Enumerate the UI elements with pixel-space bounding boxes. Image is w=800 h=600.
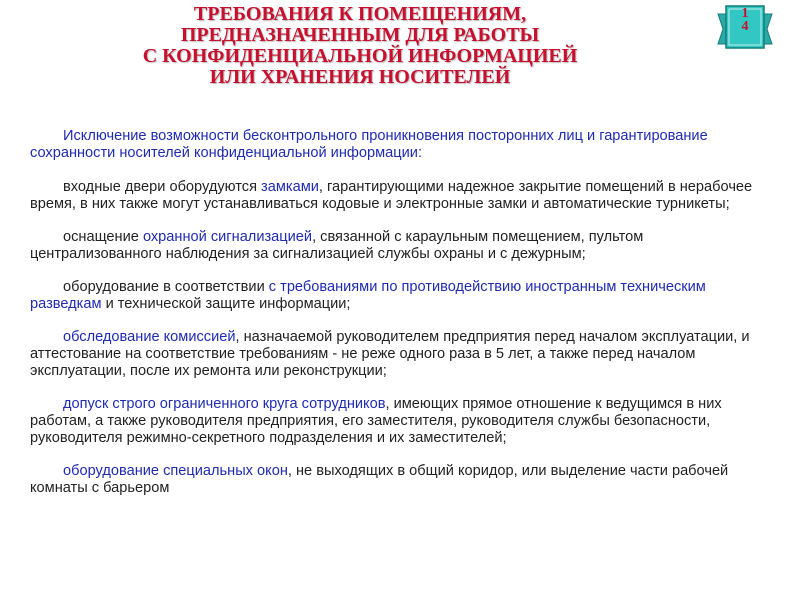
slide-number bbox=[716, 7, 774, 33]
requirement-item bbox=[30, 279, 775, 313]
requirement-item bbox=[30, 329, 775, 380]
intro-paragraph: Исключение возможности бесконтрольного проникновения посторонних лиц и гарантирование сохранности носителей конфиденциальной информации: bbox=[30, 128, 708, 161]
item-highlight: замками bbox=[261, 179, 319, 195]
slide-number-line: 1 bbox=[741, 6, 749, 21]
item-highlight: охранной сигнализацией bbox=[142, 229, 313, 245]
item-text: , назначаемой руководителем предприятия перед началом эксплуатации, и аттестование на соответствие требованиям - не реже одного раза в 5 лет, а также перед началом эксплуатации, после их ремонта или реконструкции; bbox=[30, 329, 750, 379]
slide-number-badge bbox=[716, 4, 774, 52]
item-text: оснащение bbox=[63, 229, 143, 245]
item-highlight: оборудование специальных окон bbox=[63, 463, 288, 479]
item-text: оборудование в соответствии bbox=[63, 279, 269, 295]
item-text: , не выходящих в общий коридор, или выделение части рабочей комнаты с барьером bbox=[30, 463, 729, 496]
title-line: ИЛИ ХРАНЕНИЯ НОСИТЕЛЕЙ bbox=[209, 66, 511, 88]
title-line: ПРЕДНАЗНАЧЕННЫМ ДЛЯ РАБОТЫ bbox=[180, 24, 540, 46]
title-line: ТРЕБОВАНИЯ К ПОМЕЩЕНИЯМ, bbox=[193, 3, 527, 25]
item-text: , имеющих прямое отношение к ведущимся в них работам, а также руководителя предприятия, его заместителя, руководителя службы безопасности, руководителя режимно-секретного подразделения и их заместителей; bbox=[30, 396, 722, 446]
item-highlight: допуск строго ограниченного круга сотрудников bbox=[63, 396, 386, 412]
item-highlight: обследование комиссией bbox=[63, 329, 236, 345]
slide-body bbox=[30, 128, 775, 513]
requirement-item bbox=[30, 396, 775, 447]
item-text: и технической защите информации; bbox=[101, 296, 351, 312]
slide-number-line: 4 bbox=[741, 19, 749, 34]
item-text: , связанной с караульным помещением, пультом централизованного наблюдения за сигнализацией службы охраны и с дежурным; bbox=[30, 229, 644, 262]
title-line: С КОНФИДЕНЦИАЛЬНОЙ ИНФОРМАЦИЕЙ bbox=[142, 45, 578, 67]
requirement-item bbox=[30, 229, 775, 263]
slide-title bbox=[110, 4, 610, 88]
item-text: входные двери оборудуются bbox=[63, 179, 262, 195]
item-text: , гарантирующими надежное закрытие помещений в нерабочее время, в них также могут устанавливаться кодовые и электронные замки и автоматические турникеты; bbox=[30, 179, 753, 212]
item-highlight: с требованиями по противодействию иностранным техническим разведкам bbox=[30, 279, 706, 312]
requirement-item bbox=[30, 463, 775, 497]
requirement-item bbox=[30, 179, 775, 213]
